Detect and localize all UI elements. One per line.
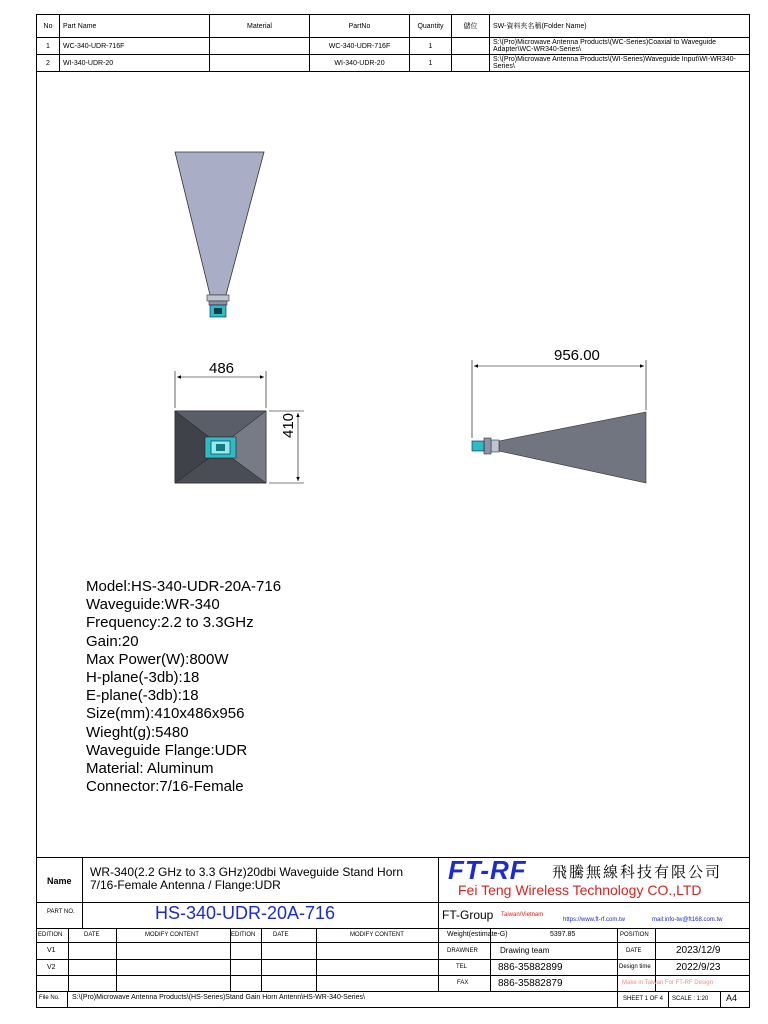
- sheet-number: SHEET 1 OF 4: [623, 996, 663, 1002]
- rev-header-modify-2: MODIFY CONTENT: [350, 932, 404, 938]
- position-label: POSITION: [620, 932, 649, 938]
- company-name-cn: 飛騰無線科技有限公司: [552, 864, 723, 881]
- rev-v1: V1: [47, 947, 56, 954]
- design-time-label: Design time: [619, 964, 651, 970]
- drawing-title-line2: 7/16-Female Antenna / Flange:UDR: [90, 878, 281, 892]
- bom-cell-folder: S:\(Pro)Microwave Antenna Products\(WC-Series)Coaxial to Waveguide Adapter\WC-WR340-Series\: [490, 38, 750, 55]
- dimension-length: 956.00: [554, 347, 600, 364]
- spec-item: Max Power(W):800W: [86, 650, 229, 668]
- email-link[interactable]: mail:info-tw@ft168.com.tw: [652, 917, 723, 923]
- made-in-note: Make in Taiwan For FT-RF Design: [622, 980, 713, 986]
- horn-side-view: [175, 152, 264, 317]
- spec-item: Material: Aluminum: [86, 760, 214, 778]
- weight-label: Weight(estimate-G): [447, 931, 508, 938]
- company-name-en: Fei Teng Wireless Technology CO.,LTD: [458, 882, 702, 898]
- bom-cell-part-name: WC-340-UDR-716F: [60, 38, 210, 55]
- company-logo: FT-RF: [448, 855, 527, 885]
- paper-size: A4: [726, 993, 738, 1003]
- drawing-title-line1: WR-340(2.2 GHz to 3.3 GHz)20dbi Waveguide Stand Horn: [90, 865, 404, 879]
- rev-header-date: DATE: [84, 932, 100, 938]
- bom-cell-quantity: 1: [410, 55, 452, 72]
- spec-item: Model:HS-340-UDR-20A-716: [86, 578, 282, 595]
- fax-value: 886-35882879: [498, 978, 563, 989]
- bom-header-partno: PartNo: [310, 15, 410, 38]
- spec-item: Frequency:2.2 to 3.3GHz: [86, 614, 254, 632]
- rev-header-modify: MODIFY CONTENT: [145, 932, 199, 938]
- bom-header-material: Material: [210, 15, 310, 38]
- bom-cell-part-name: WI-340-UDR-20: [60, 55, 210, 72]
- tel-value: 886-35882899: [498, 962, 563, 973]
- spec-item: H-plane(-3db):18: [86, 669, 200, 687]
- bom-header-folder: SW-資料夾名稱(Folder Name): [490, 15, 750, 38]
- dimension-width: 486: [209, 360, 235, 377]
- spec-item: Gain:20: [86, 632, 139, 650]
- bom-header-no: No: [37, 15, 60, 38]
- spec-item: Connector:7/16-Female: [86, 778, 244, 796]
- bom-cell-folder: S:\(Pro)Microwave Antenna Products\(WI-Series)Waveguide Input\WI-WR340-Series\: [490, 55, 750, 72]
- bom-cell-no: 2: [37, 55, 60, 72]
- rev-v2: V2: [47, 964, 56, 971]
- bom-header-part-name: Part Name: [60, 15, 210, 38]
- horn-top-view: [472, 360, 646, 483]
- spec-item: Waveguide Flange:UDR: [86, 741, 248, 759]
- dimension-height: 410: [280, 412, 297, 438]
- name-label: Name: [47, 876, 72, 886]
- date-value: 2023/12/9: [676, 945, 721, 956]
- spec-item: Waveguide:WR-340: [86, 596, 220, 614]
- rev-header-edition: EDITION: [38, 932, 63, 938]
- file-path: S:\(Pro)Microwave Antenna Products\(HS-Series)Stand Gain Horn Antenn\HS-WR-340-Series\: [72, 994, 365, 1001]
- bom-cell-quantity: 1: [410, 38, 452, 55]
- spec-item: Wieght(g):5480: [86, 723, 189, 741]
- date-label: DATE: [626, 948, 642, 954]
- weight-value: 5397.85: [550, 931, 576, 938]
- bom-cell-partno: WC-340-UDR-716F: [310, 38, 410, 55]
- drawner-label: DRAWNER: [447, 948, 478, 954]
- rev-header-date-2: DATE: [273, 932, 289, 938]
- website-link[interactable]: https://www.ft-rf.com.tw: [563, 917, 626, 923]
- drawner-value: Drawing team: [500, 946, 550, 955]
- group-name: FT-Group: [442, 908, 494, 922]
- fax-label: FAX: [457, 980, 469, 986]
- spec-item: E-plane(-3db):18: [86, 687, 199, 705]
- bom-cell-no: 1: [37, 38, 60, 55]
- design-time-value: 2022/9/23: [676, 962, 721, 973]
- bom-cell-partno: WI-340-UDR-20: [310, 55, 410, 72]
- tel-label: TEL: [456, 964, 468, 970]
- spec-list: [86, 578, 281, 796]
- group-region: Taiwan/Vietnam: [501, 912, 544, 918]
- file-label: File No.: [39, 995, 60, 1001]
- spec-item: Size(mm):410x486x956: [86, 705, 245, 723]
- scale: SCALE : 1:20: [672, 996, 709, 1002]
- bom-header-location: 儲位: [452, 15, 490, 38]
- part-number: HS-340-UDR-20A-716: [155, 903, 336, 923]
- partno-label: PART NO.: [47, 909, 75, 915]
- rev-header-edition-2: EDITION: [231, 932, 256, 938]
- bom-header-quantity: Quantity: [410, 15, 452, 38]
